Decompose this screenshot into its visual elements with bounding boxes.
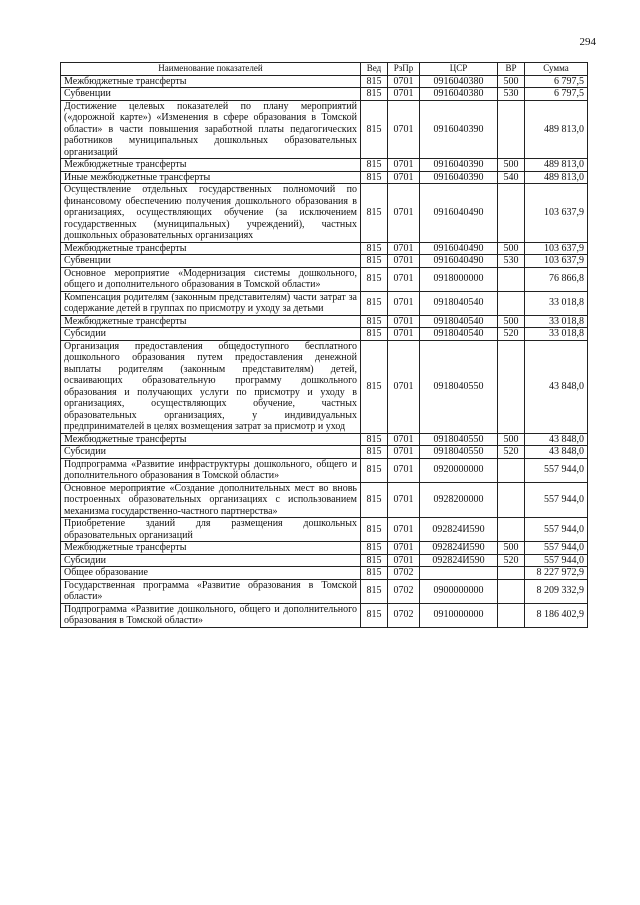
cell-rzpr: 0701 xyxy=(388,554,420,567)
cell-name: Иные межбюджетные трансферты xyxy=(61,171,361,184)
budget-table xyxy=(60,62,588,628)
table-row xyxy=(61,482,588,518)
cell-ved: 815 xyxy=(361,328,388,341)
cell-vr xyxy=(498,518,525,542)
cell-sum: 557 944,0 xyxy=(525,482,588,518)
cell-sum: 76 866,8 xyxy=(525,267,588,291)
table-row xyxy=(61,433,588,446)
cell-rzpr: 0701 xyxy=(388,171,420,184)
cell-name: Достижение целевых показателей по плану мероприятий («дорожной карте») «Изменения в сфере образования в Томской области» в части повышения заработной платы педагогических работников муниципальных дошкольных образовательных организаций xyxy=(61,100,361,159)
cell-rzpr: 0701 xyxy=(388,518,420,542)
cell-vr: 500 xyxy=(498,542,525,555)
cell-vr xyxy=(498,100,525,159)
cell-ved: 815 xyxy=(361,446,388,459)
cell-vr: 520 xyxy=(498,446,525,459)
cell-rzpr: 0701 xyxy=(388,88,420,101)
cell-csr: 0916040390 xyxy=(420,171,498,184)
cell-sum: 6 797,5 xyxy=(525,88,588,101)
cell-csr: 0918040550 xyxy=(420,446,498,459)
table-row xyxy=(61,446,588,459)
cell-rzpr: 0701 xyxy=(388,458,420,482)
cell-vr xyxy=(498,267,525,291)
cell-csr: 0916040490 xyxy=(420,255,498,268)
cell-sum: 8 227 972,9 xyxy=(525,567,588,580)
table-row xyxy=(61,171,588,184)
cell-ved: 815 xyxy=(361,315,388,328)
cell-rzpr: 0701 xyxy=(388,482,420,518)
cell-ved: 815 xyxy=(361,267,388,291)
cell-rzpr: 0702 xyxy=(388,603,420,627)
cell-vr: 530 xyxy=(498,88,525,101)
cell-csr: 0916040390 xyxy=(420,159,498,172)
cell-vr: 530 xyxy=(498,255,525,268)
column-header-name: Наименование показателей xyxy=(61,63,361,76)
cell-sum: 33 018,8 xyxy=(525,291,588,315)
page-number: 294 xyxy=(579,36,596,48)
cell-ved: 815 xyxy=(361,554,388,567)
cell-name: Межбюджетные трансферты xyxy=(61,242,361,255)
cell-vr xyxy=(498,340,525,433)
cell-vr xyxy=(498,291,525,315)
cell-name: Межбюджетные трансферты xyxy=(61,433,361,446)
cell-ved: 815 xyxy=(361,518,388,542)
cell-ved: 815 xyxy=(361,567,388,580)
cell-csr: 0918040540 xyxy=(420,315,498,328)
cell-vr xyxy=(498,579,525,603)
cell-rzpr: 0701 xyxy=(388,542,420,555)
cell-sum: 43 848,0 xyxy=(525,340,588,433)
cell-name: Государственная программа «Развитие образования в Томской области» xyxy=(61,579,361,603)
cell-vr: 500 xyxy=(498,75,525,88)
cell-sum: 557 944,0 xyxy=(525,554,588,567)
cell-sum: 43 848,0 xyxy=(525,446,588,459)
column-header-vr: ВР xyxy=(498,63,525,76)
cell-name: Межбюджетные трансферты xyxy=(61,315,361,328)
table-header-row xyxy=(61,63,588,76)
cell-ved: 815 xyxy=(361,171,388,184)
cell-vr: 520 xyxy=(498,554,525,567)
cell-sum: 33 018,8 xyxy=(525,328,588,341)
cell-name: Межбюджетные трансферты xyxy=(61,542,361,555)
cell-ved: 815 xyxy=(361,482,388,518)
cell-vr xyxy=(498,567,525,580)
cell-ved: 815 xyxy=(361,242,388,255)
table-row xyxy=(61,184,588,243)
cell-csr: 0918040550 xyxy=(420,340,498,433)
cell-name: Подпрограмма «Развитие дошкольного, общего и дополнительного образования в Томской области» xyxy=(61,603,361,627)
cell-ved: 815 xyxy=(361,579,388,603)
cell-name: Субсидии xyxy=(61,328,361,341)
cell-ved: 815 xyxy=(361,255,388,268)
table-row xyxy=(61,267,588,291)
cell-csr: 0916040490 xyxy=(420,242,498,255)
cell-rzpr: 0701 xyxy=(388,75,420,88)
cell-name: Субвенции xyxy=(61,88,361,101)
cell-ved: 815 xyxy=(361,603,388,627)
cell-name: Межбюджетные трансферты xyxy=(61,159,361,172)
cell-name: Субвенции xyxy=(61,255,361,268)
cell-csr: 0916040490 xyxy=(420,184,498,243)
cell-sum: 43 848,0 xyxy=(525,433,588,446)
cell-rzpr: 0701 xyxy=(388,100,420,159)
cell-sum: 103 637,9 xyxy=(525,255,588,268)
cell-csr: 0910000000 xyxy=(420,603,498,627)
cell-csr: 0916040380 xyxy=(420,75,498,88)
cell-rzpr: 0701 xyxy=(388,184,420,243)
cell-vr: 520 xyxy=(498,328,525,341)
table-row xyxy=(61,75,588,88)
cell-csr xyxy=(420,567,498,580)
cell-vr: 500 xyxy=(498,242,525,255)
cell-csr: 0918040550 xyxy=(420,433,498,446)
cell-csr: 0916040390 xyxy=(420,100,498,159)
table-row xyxy=(61,603,588,627)
cell-rzpr: 0701 xyxy=(388,340,420,433)
cell-csr: 0916040380 xyxy=(420,88,498,101)
cell-ved: 815 xyxy=(361,291,388,315)
cell-ved: 815 xyxy=(361,340,388,433)
cell-csr: 0900000000 xyxy=(420,579,498,603)
cell-name: Организация предоставления общедоступного бесплатного дошкольного образования путем предоставления денежной выплаты родителям (законным представителям) детей, осваивающих образовательную программу дошкольного образования и получающих услуги по присмотру и уходу в организациях, осуществляющих обучение, частных образовательных организациях, у индивидуальных предпринимателей в целях возмещения затрат за присмотр и уход xyxy=(61,340,361,433)
cell-ved: 815 xyxy=(361,433,388,446)
cell-sum: 557 944,0 xyxy=(525,518,588,542)
cell-ved: 815 xyxy=(361,159,388,172)
cell-rzpr: 0701 xyxy=(388,446,420,459)
cell-sum: 8 209 332,9 xyxy=(525,579,588,603)
cell-csr: 0928200000 xyxy=(420,482,498,518)
table-row xyxy=(61,159,588,172)
cell-rzpr: 0701 xyxy=(388,242,420,255)
cell-name: Межбюджетные трансферты xyxy=(61,75,361,88)
cell-ved: 815 xyxy=(361,184,388,243)
cell-name: Приобретение зданий для размещения дошкольных образовательных организаций xyxy=(61,518,361,542)
cell-name: Субсидии xyxy=(61,446,361,459)
cell-name: Компенсация родителям (законным представителям) части затрат за содержание детей в группах по присмотру и уходу за детьми xyxy=(61,291,361,315)
table-header xyxy=(61,63,588,76)
table-row xyxy=(61,88,588,101)
cell-vr xyxy=(498,482,525,518)
cell-vr: 500 xyxy=(498,433,525,446)
table-body xyxy=(61,75,588,627)
cell-csr: 0918000000 xyxy=(420,267,498,291)
table-row xyxy=(61,328,588,341)
cell-vr: 500 xyxy=(498,159,525,172)
table-row xyxy=(61,100,588,159)
cell-ved: 815 xyxy=(361,458,388,482)
cell-name: Основное мероприятие «Создание дополнительных мест во вновь построенных образовательных организациях с использованием механизма государственно-частного партнерства» xyxy=(61,482,361,518)
cell-rzpr: 0701 xyxy=(388,267,420,291)
cell-sum: 103 637,9 xyxy=(525,242,588,255)
table-row xyxy=(61,340,588,433)
cell-sum: 557 944,0 xyxy=(525,458,588,482)
column-header-ved: Вед xyxy=(361,63,388,76)
table-row xyxy=(61,518,588,542)
cell-rzpr: 0701 xyxy=(388,328,420,341)
cell-rzpr: 0701 xyxy=(388,255,420,268)
cell-vr xyxy=(498,603,525,627)
column-header-sum: Сумма xyxy=(525,63,588,76)
table-row xyxy=(61,255,588,268)
cell-sum: 8 186 402,9 xyxy=(525,603,588,627)
table-row xyxy=(61,579,588,603)
table-row xyxy=(61,242,588,255)
cell-csr: 0918040540 xyxy=(420,291,498,315)
cell-ved: 815 xyxy=(361,100,388,159)
cell-vr xyxy=(498,458,525,482)
table-row xyxy=(61,554,588,567)
cell-name: Подпрограмма «Развитие инфраструктуры дошкольного, общего и дополнительного образования в Томской области» xyxy=(61,458,361,482)
column-header-rzpr: РзПр xyxy=(388,63,420,76)
cell-vr: 540 xyxy=(498,171,525,184)
cell-csr: 092824И590 xyxy=(420,554,498,567)
cell-sum: 489 813,0 xyxy=(525,100,588,159)
cell-sum: 33 018,8 xyxy=(525,315,588,328)
cell-rzpr: 0701 xyxy=(388,159,420,172)
cell-rzpr: 0701 xyxy=(388,315,420,328)
table-row xyxy=(61,542,588,555)
cell-csr: 092824И590 xyxy=(420,518,498,542)
cell-name: Основное мероприятие «Модернизация системы дошкольного, общего и дополнительного образования в Томской области» xyxy=(61,267,361,291)
cell-sum: 6 797,5 xyxy=(525,75,588,88)
cell-name: Общее образование xyxy=(61,567,361,580)
table-row xyxy=(61,567,588,580)
cell-csr: 0918040540 xyxy=(420,328,498,341)
table-row xyxy=(61,315,588,328)
cell-rzpr: 0701 xyxy=(388,291,420,315)
table-row xyxy=(61,458,588,482)
table-row xyxy=(61,291,588,315)
cell-csr: 092824И590 xyxy=(420,542,498,555)
cell-vr xyxy=(498,184,525,243)
cell-rzpr: 0702 xyxy=(388,579,420,603)
cell-ved: 815 xyxy=(361,75,388,88)
cell-ved: 815 xyxy=(361,88,388,101)
cell-vr: 500 xyxy=(498,315,525,328)
cell-name: Осуществление отдельных государственных полномочий по финансовому обеспечению получения дошкольного образования в организациях, осуществляющих обучение (за исключением государственных (муниципальных) учреждений), частных дошкольных образовательных организациях xyxy=(61,184,361,243)
cell-name: Субсидии xyxy=(61,554,361,567)
cell-sum: 489 813,0 xyxy=(525,159,588,172)
cell-sum: 489 813,0 xyxy=(525,171,588,184)
cell-sum: 557 944,0 xyxy=(525,542,588,555)
column-header-csr: ЦСР xyxy=(420,63,498,76)
cell-sum: 103 637,9 xyxy=(525,184,588,243)
cell-rzpr: 0701 xyxy=(388,433,420,446)
cell-csr: 0920000000 xyxy=(420,458,498,482)
cell-ved: 815 xyxy=(361,542,388,555)
cell-rzpr: 0702 xyxy=(388,567,420,580)
